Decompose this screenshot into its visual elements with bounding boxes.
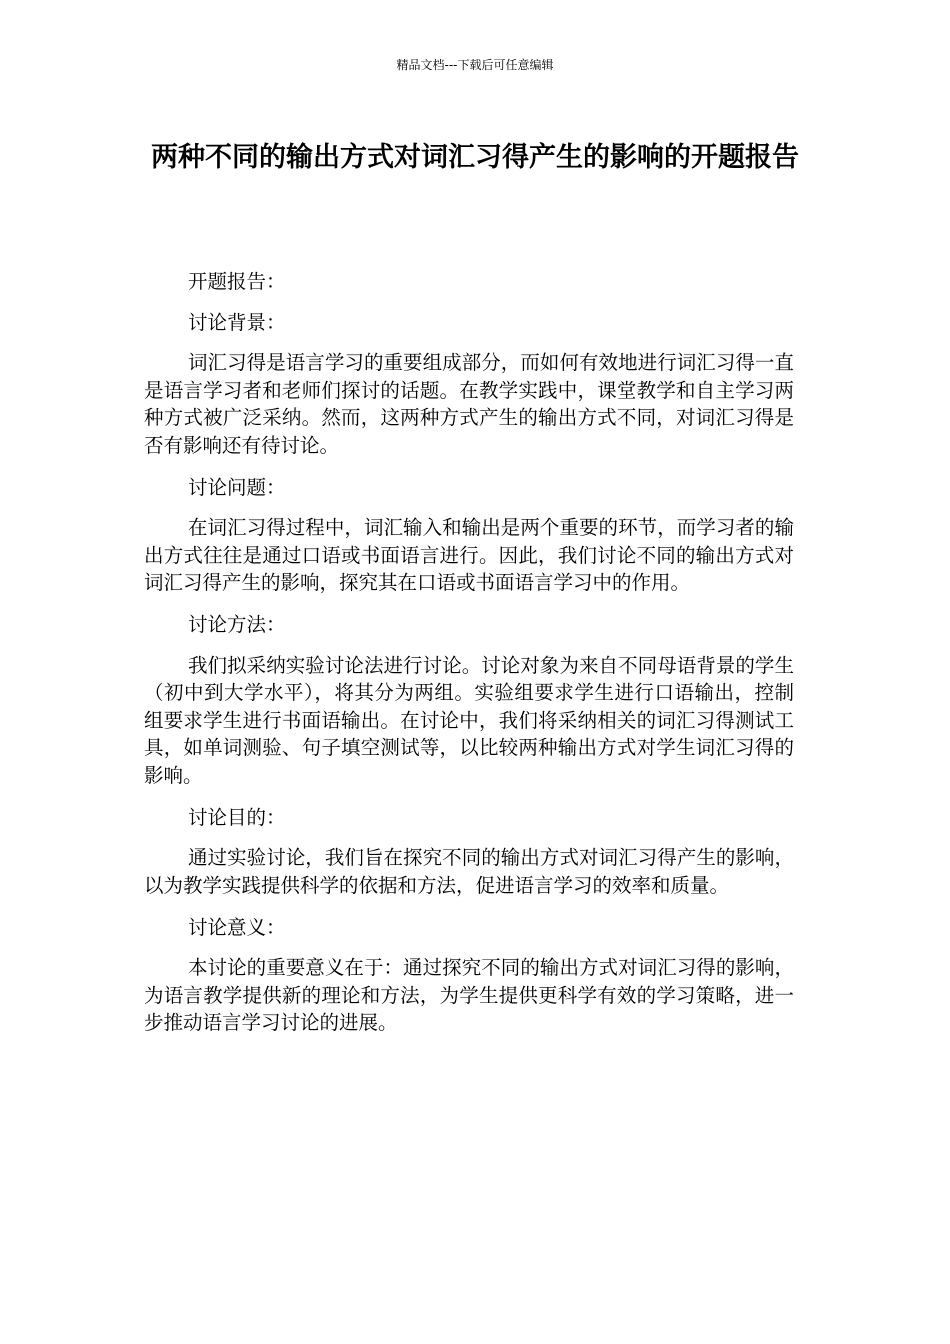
header-note: 精品文档---下载后可任意编辑: [396, 58, 554, 72]
section-label-report: 开题报告：: [188, 270, 286, 293]
document-body: [144, 268, 794, 1051]
section-label-purpose: 讨论目的：: [188, 805, 286, 829]
paragraph-significance: 本讨论的重要意义在于：通过探究不同的输出方式对词汇习得的影响，为语言教学提供新的理论和方法，为学生提供更科学有效的学习策略，进一步推动语言学习讨论的进展。: [144, 956, 794, 1034]
section-label-background: 讨论背景：: [188, 310, 286, 334]
section-label-method: 讨论方法：: [188, 613, 286, 636]
paragraph-method: 我们拟采纳实验讨论法进行讨论。讨论对象为来自不同母语背景的学生（初中到大学水平），将其分为两组。实验组要求学生进行口语输出，控制组要求学生进行书面语输出。在讨论中，我们将采纳相关的词汇习得测试工具，如单词测验、句子填空测试等，以比较两种输出方式对学生词汇习得的影响。: [144, 653, 794, 787]
paragraph-question: 在词汇习得过程中，词汇输入和输出是两个重要的环节，而学习者的输出方式往往是通过口语或书面语言进行。因此，我们讨论不同的输出方式对词汇习得产生的影响，探究其在口语或书面语言学习中的作用。: [144, 516, 794, 594]
paragraph-purpose: 通过实验讨论，我们旨在探究不同的输出方式对词汇习得产生的影响，以为教学实践提供科学的依据和方法，促进语言学习的效率和质量。: [144, 846, 794, 897]
section-label-question: 讨论问题：: [188, 475, 286, 499]
document-title: 两种不同的输出方式对词汇习得产生的影响的开题报告: [151, 142, 799, 173]
paragraph-background: 词汇习得是语言学习的重要组成部分，而如何有效地进行词汇习得一直是语言学习者和老师们探讨的话题。在教学实践中，课堂教学和自主学习两种方式被广泛采纳。然而，这两种方式产生的输出方式不同，对词汇习得是否有影响还有待讨论。: [144, 351, 794, 457]
section-label-significance: 讨论意义：: [188, 915, 286, 939]
